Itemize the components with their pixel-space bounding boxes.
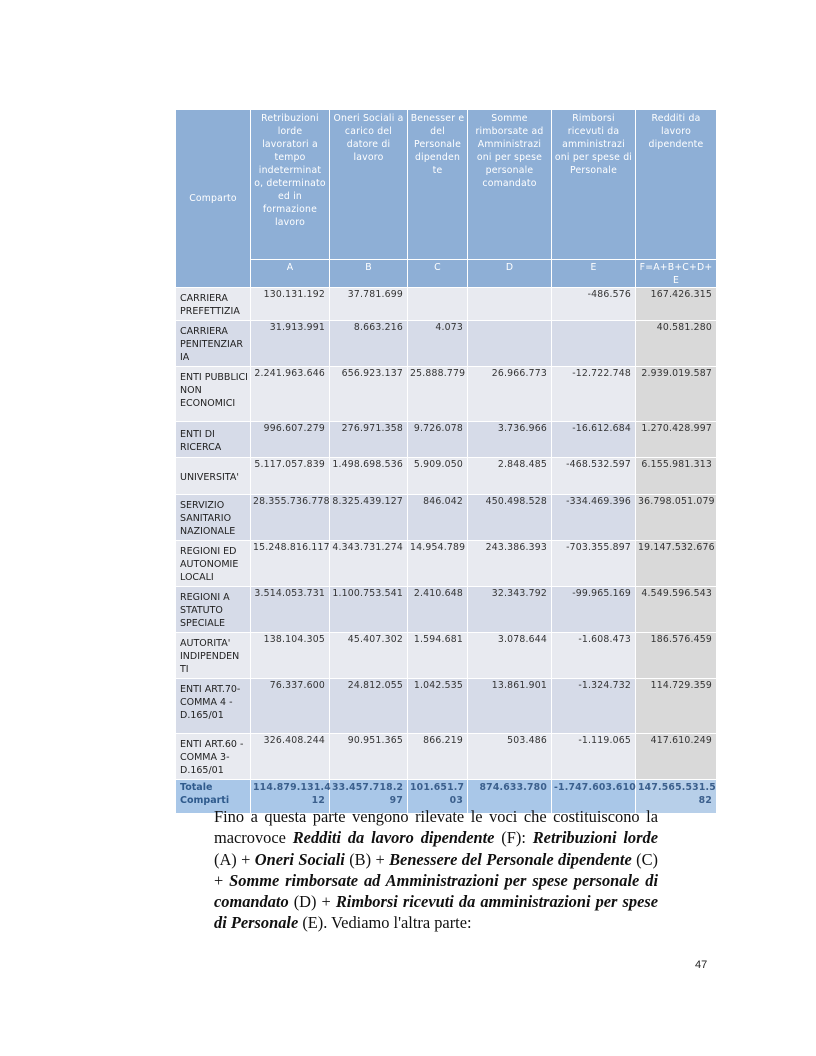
header-f: Redditi da lavoro dipendente bbox=[636, 110, 717, 260]
cell-b: 37.781.699 bbox=[330, 288, 408, 321]
row-name: UNIVERSITA' bbox=[176, 458, 251, 495]
cell-e: -468.532.597 bbox=[552, 458, 636, 495]
cell-d: 32.343.792 bbox=[468, 587, 552, 633]
para-bold: Benessere del Personale dipendente bbox=[389, 849, 632, 869]
row-name: SERVIZIO SANITARIO NAZIONALE bbox=[176, 495, 251, 541]
cell-c: 4.073 bbox=[408, 321, 468, 367]
cell-b: 90.951.365 bbox=[330, 734, 408, 780]
cell-e bbox=[552, 321, 636, 367]
para-text: (F): bbox=[494, 828, 533, 848]
row-name: ENTI ART.70- COMMA 4 - D.165/01 bbox=[176, 679, 251, 734]
cell-e: -99.965.169 bbox=[552, 587, 636, 633]
body-paragraph bbox=[214, 806, 658, 934]
cell-f: 4.549.596.543 bbox=[636, 587, 717, 633]
table-row bbox=[176, 458, 717, 495]
para-text: (D) + bbox=[288, 892, 336, 912]
cell-d: 2.848.485 bbox=[468, 458, 552, 495]
cell-f: 114.729.359 bbox=[636, 679, 717, 734]
cell-d bbox=[468, 288, 552, 321]
cell-f: 36.798.051.079 bbox=[636, 495, 717, 541]
cell-c bbox=[408, 288, 468, 321]
cell-a: 996.607.279 bbox=[251, 422, 330, 458]
cell-b: 45.407.302 bbox=[330, 633, 408, 679]
total-e: -1.747.603.610 bbox=[552, 780, 636, 814]
para-text: (C) + bbox=[214, 849, 658, 890]
cell-a: 138.104.305 bbox=[251, 633, 330, 679]
cell-c: 25.888.779 bbox=[408, 367, 468, 422]
cell-c: 2.410.648 bbox=[408, 587, 468, 633]
total-c: 101.651.7 03 bbox=[408, 780, 468, 814]
cell-d: 450.498.528 bbox=[468, 495, 552, 541]
cell-c: 14.954.789 bbox=[408, 541, 468, 587]
cell-d: 3.078.644 bbox=[468, 633, 552, 679]
cell-a: 2.241.963.646 bbox=[251, 367, 330, 422]
para-text: Fino a questa parte vengono rilevate le voci che costituiscono la macrovoce bbox=[214, 807, 658, 848]
cell-d: 26.966.773 bbox=[468, 367, 552, 422]
para-text: (E). Vediamo l'altra parte: bbox=[298, 913, 472, 933]
cell-a: 31.913.991 bbox=[251, 321, 330, 367]
cell-f: 40.581.280 bbox=[636, 321, 717, 367]
cell-f: 167.426.315 bbox=[636, 288, 717, 321]
letter-e: E bbox=[552, 260, 636, 288]
cell-e: -486.576 bbox=[552, 288, 636, 321]
cell-e: -1.324.732 bbox=[552, 679, 636, 734]
cell-e: -703.355.897 bbox=[552, 541, 636, 587]
para-bold: Oneri Sociali bbox=[254, 849, 345, 869]
header-e: Rimborsi ricevuti da amministrazi oni per spese di Personale bbox=[552, 110, 636, 260]
cell-b: 1.100.753.541 bbox=[330, 587, 408, 633]
cell-d: 3.736.966 bbox=[468, 422, 552, 458]
letter-f: F=A+B+C+D+ E bbox=[636, 260, 717, 288]
cell-c: 846.042 bbox=[408, 495, 468, 541]
cell-b: 4.343.731.274 bbox=[330, 541, 408, 587]
cell-f: 6.155.981.313 bbox=[636, 458, 717, 495]
letter-a: A bbox=[251, 260, 330, 288]
letter-b: B bbox=[330, 260, 408, 288]
para-bold: Rimborsi ricevuti da amministrazioni per spese di Personale bbox=[214, 892, 658, 933]
cell-d: 13.861.901 bbox=[468, 679, 552, 734]
cell-c: 9.726.078 bbox=[408, 422, 468, 458]
table-row bbox=[176, 367, 717, 422]
cell-c: 866.219 bbox=[408, 734, 468, 780]
row-name: REGIONI ED AUTONOMIE LOCALI bbox=[176, 541, 251, 587]
row-name: CARRIERA PENITENZIAR IA bbox=[176, 321, 251, 367]
cell-e: -1.119.065 bbox=[552, 734, 636, 780]
cell-b: 8.325.439.127 bbox=[330, 495, 408, 541]
para-text: (A) + bbox=[214, 849, 255, 869]
cell-b: 656.923.137 bbox=[330, 367, 408, 422]
cell-a: 76.337.600 bbox=[251, 679, 330, 734]
header-c: Benesser e del Personale dipenden te bbox=[408, 110, 468, 260]
cell-e: -16.612.684 bbox=[552, 422, 636, 458]
cell-b: 276.971.358 bbox=[330, 422, 408, 458]
letter-d: D bbox=[468, 260, 552, 288]
total-d: 874.633.780 bbox=[468, 780, 552, 814]
cell-c: 1.594.681 bbox=[408, 633, 468, 679]
para-text: (B) + bbox=[344, 849, 390, 869]
table-row bbox=[176, 422, 717, 458]
cell-f: 1.270.428.997 bbox=[636, 422, 717, 458]
cell-f: 417.610.249 bbox=[636, 734, 717, 780]
table-row bbox=[176, 288, 717, 321]
header-b: Oneri Sociali a carico del datore di lavoro bbox=[330, 110, 408, 260]
cell-f: 186.576.459 bbox=[636, 633, 717, 679]
row-name: ENTI PUBBLICI NON ECONOMICI bbox=[176, 367, 251, 422]
cell-e: -1.608.473 bbox=[552, 633, 636, 679]
cell-a: 15.248.816.117 bbox=[251, 541, 330, 587]
cell-b: 24.812.055 bbox=[330, 679, 408, 734]
row-name: ENTI DI RICERCA bbox=[176, 422, 251, 458]
table-row bbox=[176, 633, 717, 679]
header-d: Somme rimborsate ad Amministrazi oni per spese personale comandato bbox=[468, 110, 552, 260]
cell-c: 1.042.535 bbox=[408, 679, 468, 734]
table-row bbox=[176, 321, 717, 367]
page-number: 47 bbox=[695, 959, 708, 971]
cell-e: -12.722.748 bbox=[552, 367, 636, 422]
cell-a: 326.408.244 bbox=[251, 734, 330, 780]
para-bold: Somme rimborsate ad Amministrazioni per spese personale di comandato bbox=[214, 870, 658, 912]
cell-d: 243.386.393 bbox=[468, 541, 552, 587]
row-name: AUTORITA' INDIPENDEN TI bbox=[176, 633, 251, 679]
redditi-table bbox=[175, 109, 717, 814]
header-comparto: Comparto bbox=[176, 110, 251, 288]
total-name: Totale Comparti bbox=[176, 780, 251, 814]
table-row bbox=[176, 587, 717, 633]
cell-e: -334.469.396 bbox=[552, 495, 636, 541]
cell-f: 19.147.532.676 bbox=[636, 541, 717, 587]
letter-c: C bbox=[408, 260, 468, 288]
cell-a: 5.117.057.839 bbox=[251, 458, 330, 495]
cell-b: 1.498.698.536 bbox=[330, 458, 408, 495]
cell-c: 5.909.050 bbox=[408, 458, 468, 495]
row-name: ENTI ART.60 -COMMA 3- D.165/01 bbox=[176, 734, 251, 780]
cell-a: 130.131.192 bbox=[251, 288, 330, 321]
cell-a: 3.514.053.731 bbox=[251, 587, 330, 633]
cell-a: 28.355.736.778 bbox=[251, 495, 330, 541]
cell-d: 503.486 bbox=[468, 734, 552, 780]
header-a: Retribuzioni lorde lavoratori a tempo indeterminat o, determinato ed in formazione lavoro bbox=[251, 110, 330, 260]
cell-b: 8.663.216 bbox=[330, 321, 408, 367]
table-row bbox=[176, 734, 717, 780]
table-row bbox=[176, 495, 717, 541]
cell-f: 2.939.019.587 bbox=[636, 367, 717, 422]
total-f: 147.565.531.5 82 bbox=[636, 780, 717, 814]
para-bold: Redditi da lavoro dipendente bbox=[292, 828, 495, 848]
total-b: 33.457.718.2 97 bbox=[330, 780, 408, 814]
total-a: 114.879.131.4 12 bbox=[251, 780, 330, 814]
row-name: CARRIERA PREFETTIZIA bbox=[176, 288, 251, 321]
row-name: REGIONI A STATUTO SPECIALE bbox=[176, 587, 251, 633]
table-row bbox=[176, 679, 717, 734]
table-row bbox=[176, 541, 717, 587]
para-bold: Retribuzioni lorde bbox=[532, 828, 658, 848]
cell-d bbox=[468, 321, 552, 367]
